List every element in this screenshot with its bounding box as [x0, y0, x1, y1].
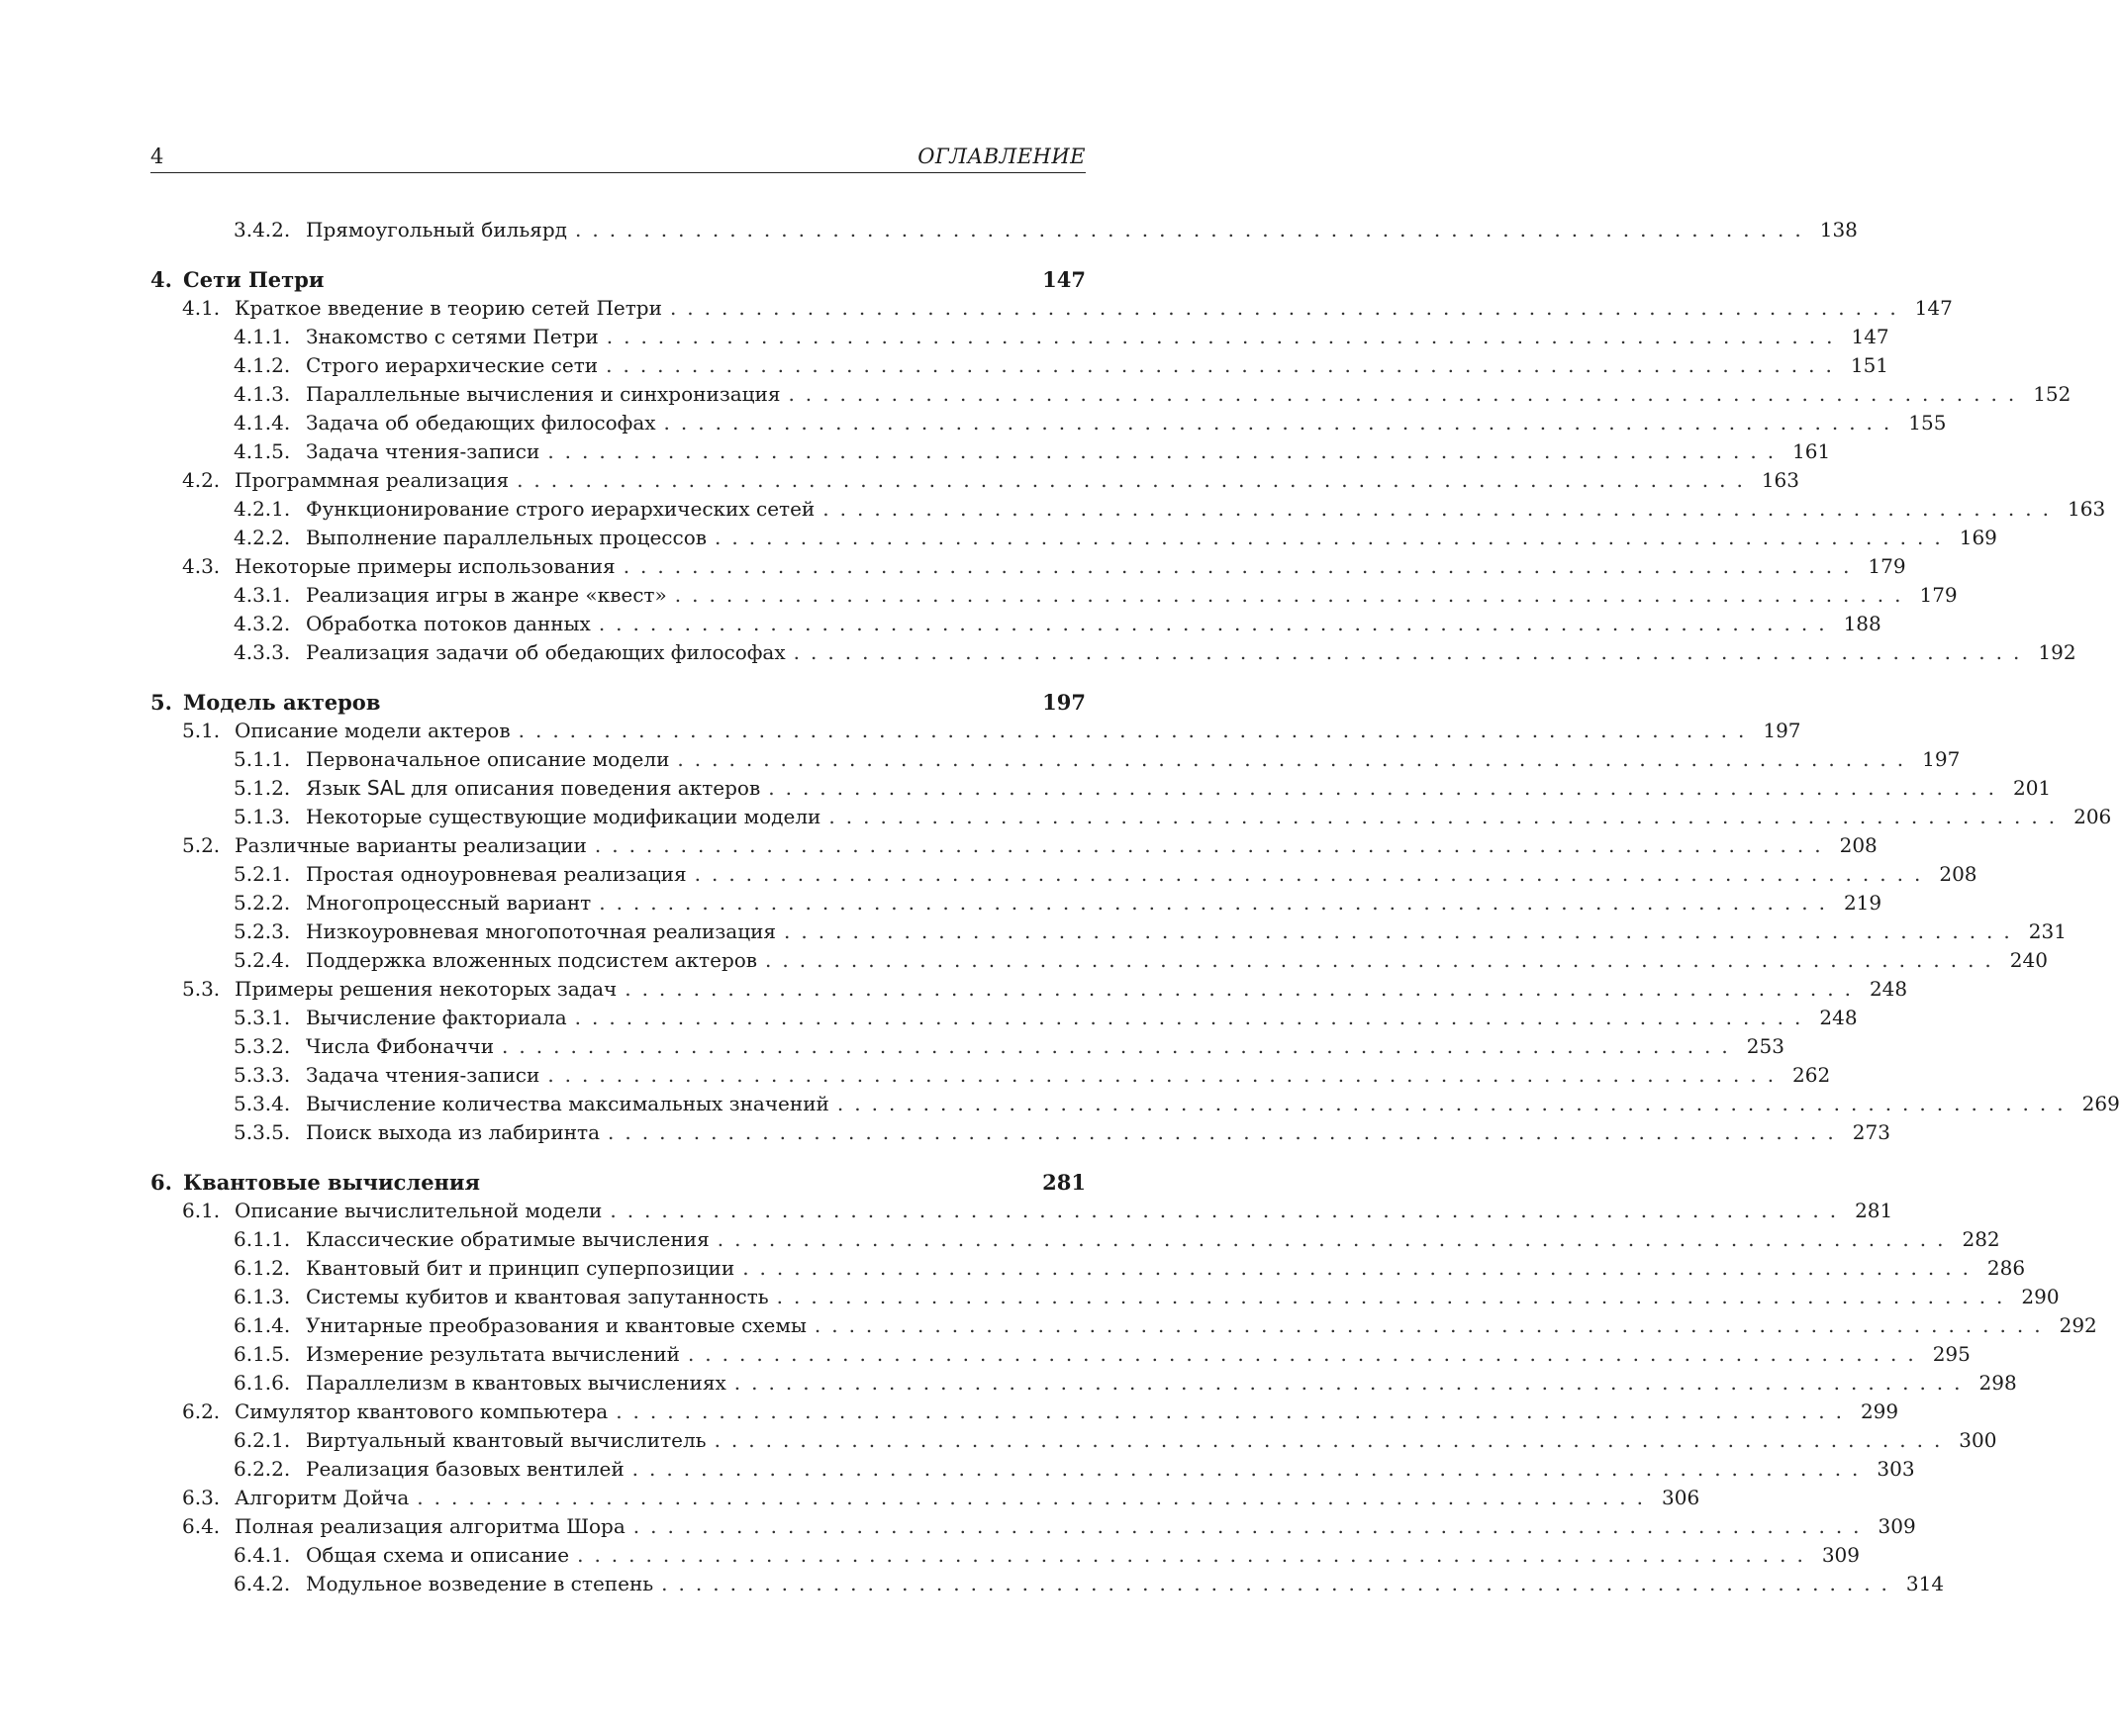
dot-leader: ........................................................................	[594, 833, 1832, 857]
toc-entry-page: 300	[1959, 1428, 1997, 1452]
toc-entry-title: Параллельные вычисления и синхронизация	[306, 382, 781, 406]
toc-entry-title: Выполнение параллельных процессов	[306, 526, 707, 549]
toc-entry-title: Низкоуровневая многопоточная реализация	[306, 919, 777, 943]
toc-entry-page: 281	[1855, 1199, 1893, 1222]
toc-entry-number: 4.1.4.	[234, 411, 291, 434]
table-of-contents	[150, 216, 2120, 1598]
toc-entry-title: Простая одноуровневая реализация	[306, 862, 687, 886]
toc-entry-title: Различные варианты реализации	[235, 833, 587, 857]
toc-entry-page: 208	[1939, 862, 1977, 886]
toc-entry-number: 5.2.2.	[234, 891, 291, 915]
dot-leader: ........................................................................	[547, 439, 1785, 463]
toc-entry-number: 5.3.4.	[234, 1092, 291, 1115]
toc-entry-title: Описание модели актеров	[235, 719, 511, 742]
toc-entry-page: 192	[2038, 640, 2076, 664]
dot-leader: ........................................................................	[663, 411, 1901, 434]
toc-entry-number: 5.2.	[182, 833, 221, 857]
page-header	[150, 145, 1086, 173]
toc-entry-title: Модель актеров	[183, 690, 381, 715]
toc-entry-number: 5.1.3.	[234, 805, 291, 828]
toc-entry-title: Описание вычислительной модели	[235, 1199, 603, 1222]
toc-entry-title: Симулятор квантового компьютера	[235, 1399, 609, 1423]
toc-entry-number: 4.3.2.	[234, 612, 291, 635]
toc-entry-title: Программная реализация	[235, 468, 510, 492]
toc-entry-page: 299	[1860, 1399, 1899, 1423]
toc-subsection-entry[interactable]	[150, 1426, 1997, 1455]
toc-entry-title: Системы кубитов и квантовая запутанность	[306, 1285, 769, 1308]
toc-subsection-entry[interactable]	[150, 524, 1997, 552]
toc-entry-page: 248	[1819, 1006, 1858, 1029]
toc-subsection-entry[interactable]	[150, 1570, 1945, 1598]
toc-section-entry[interactable]	[150, 1398, 1899, 1426]
dot-leader: ........................................................................	[674, 583, 1912, 607]
toc-entry-number: 5.3.5.	[234, 1120, 291, 1144]
toc-subsection-entry[interactable]	[150, 1032, 1784, 1061]
toc-entry-page: 295	[1932, 1342, 1971, 1366]
dot-leader: ........................................................................	[717, 1227, 1955, 1251]
toc-entry-page: 152	[2033, 382, 2072, 406]
toc-subsection-entry[interactable]	[150, 774, 2052, 803]
dot-leader: ........................................................................	[828, 805, 2067, 828]
toc-chapter-entry[interactable]	[150, 688, 1086, 717]
toc-subsection-entry[interactable]	[150, 1369, 2017, 1398]
dot-leader: ........................................................................	[625, 977, 1862, 1001]
toc-entry-title: Некоторые существующие модификации модели	[306, 805, 821, 828]
toc-entry-number: 6.1.2.	[234, 1256, 291, 1280]
toc-entry-number: 5.3.2.	[234, 1034, 291, 1058]
toc-entry-number: 6.1.1.	[234, 1227, 291, 1251]
toc-entry-title: Параллелизм в квантовых вычислениях	[306, 1371, 726, 1395]
toc-subsection-entry[interactable]	[150, 1311, 2097, 1340]
toc-entry-number: 5.1.1.	[234, 747, 291, 771]
toc-entry-number: 4.1.1.	[234, 325, 291, 348]
toc-entry-number: 5.1.	[182, 719, 221, 742]
toc-entry-title: Измерение результата вычислений	[306, 1342, 680, 1366]
toc-subsection-entry[interactable]	[150, 216, 1858, 244]
toc-entry-title: Некоторые примеры использования	[235, 554, 616, 578]
dot-leader: ........................................................................	[742, 1256, 1979, 1280]
toc-entry-number: 4.2.	[182, 468, 221, 492]
toc-subsection-entry[interactable]	[150, 380, 2072, 409]
toc-entry-page: 206	[2073, 805, 2112, 828]
toc-entry-page: 286	[1986, 1256, 2026, 1280]
toc-entry-page: 262	[1792, 1063, 1831, 1087]
toc-entry-page: 179	[1919, 583, 1958, 607]
toc-entry-page: 147	[1851, 325, 1889, 348]
toc-subsection-entry[interactable]	[150, 803, 2112, 831]
toc-entry-page: 208	[1839, 833, 1878, 857]
toc-entry-title: Алгоритм Дойча	[235, 1486, 410, 1509]
toc-entry-page: 231	[2028, 919, 2067, 943]
toc-entry-page: 138	[1819, 218, 1858, 241]
toc-entry-page: 197	[1042, 690, 1086, 715]
chapter-spacer	[150, 244, 1086, 265]
toc-entry-title: Виртуальный квантовый вычислитель	[306, 1428, 707, 1452]
dot-leader: ........................................................................	[577, 1543, 1814, 1567]
dot-leader: ........................................................................	[788, 382, 2026, 406]
running-title: ОГЛАВЛЕНИЕ	[917, 145, 1086, 168]
dot-leader: ........................................................................	[768, 776, 2005, 800]
toc-entry-title: Строго иерархические сети	[306, 353, 599, 377]
toc-section-entry[interactable]	[150, 552, 1906, 581]
toc-section-entry[interactable]	[150, 717, 1801, 745]
dot-leader: ........................................................................	[599, 891, 1836, 915]
toc-entry-page: 253	[1746, 1034, 1784, 1058]
toc-entry-title: Краткое введение в теорию сетей Петри	[235, 296, 662, 320]
toc-entry-number: 4.2.2.	[234, 526, 291, 549]
dot-leader: ........................................................................	[610, 1199, 1848, 1222]
toc-entry-number: 4.3.3.	[234, 640, 291, 664]
toc-section-entry[interactable]	[150, 975, 1908, 1004]
toc-entry-page: 169	[1959, 526, 1997, 549]
toc-entry-page: 303	[1877, 1457, 1915, 1481]
toc-entry-title: Примеры решения некоторых задач	[235, 977, 618, 1001]
toc-entry-number: 5.2.4.	[234, 948, 291, 972]
toc-entry-page: 273	[1852, 1120, 1890, 1144]
toc-entry-title-part: Язык	[306, 776, 367, 800]
dot-leader: ........................................................................	[632, 1514, 1871, 1538]
toc-subsection-entry[interactable]	[150, 409, 1947, 437]
toc-entry-number: 5.1.2.	[234, 776, 291, 800]
toc-subsection-entry[interactable]	[150, 1455, 1915, 1484]
toc-entry-number: 4.3.	[182, 554, 221, 578]
toc-subsection-entry[interactable]	[150, 1254, 2026, 1283]
toc-entry-title: Задача чтения-записи	[306, 1063, 540, 1087]
toc-entry-title: Общая схема и описание	[306, 1543, 570, 1567]
toc-entry-page: 298	[1978, 1371, 2017, 1395]
toc-entry-page: 219	[1843, 891, 1882, 915]
dot-leader: ........................................................................	[765, 948, 2002, 972]
toc-entry-title: Задача чтения-записи	[306, 439, 540, 463]
toc-entry-number: 5.2.3.	[234, 919, 291, 943]
dot-leader: ........................................................................	[547, 1063, 1785, 1087]
toc-entry-page: 309	[1821, 1543, 1861, 1567]
toc-entry-title: Реализация задачи об обедающих философах	[306, 640, 786, 664]
toc-entry-title: Квантовые вычисления	[183, 1170, 481, 1195]
toc-entry-number: 6.2.1.	[234, 1428, 291, 1452]
toc-subsection-entry[interactable]	[150, 581, 1958, 610]
toc-entry-number: 4.1.3.	[234, 382, 291, 406]
toc-entry-number: 6.1.	[182, 1199, 221, 1222]
dot-leader: ........................................................................	[574, 1006, 1812, 1029]
toc-chapter-entry[interactable]	[150, 265, 1086, 294]
toc-subsection-entry[interactable]	[150, 889, 1882, 917]
toc-entry-page: 201	[2012, 776, 2052, 800]
toc-entry-title: Полная реализация алгоритма Шора	[235, 1514, 626, 1538]
toc-entry-page: 179	[1868, 554, 1906, 578]
toc-entry-number: 6.3.	[182, 1486, 221, 1509]
toc-entry-page: 163	[2068, 497, 2106, 521]
toc-subsection-entry[interactable]	[150, 495, 2106, 524]
toc-section-entry[interactable]	[150, 466, 1799, 495]
toc-entry-number: 6.1.5.	[234, 1342, 291, 1366]
toc-entry-number: 5.	[150, 690, 172, 715]
toc-entry-page: 197	[1922, 747, 1961, 771]
toc-entry-page: 269	[2081, 1092, 2120, 1115]
toc-entry-number: 5.3.3.	[234, 1063, 291, 1087]
toc-entry-title: Вычисление количества максимальных значений	[306, 1092, 829, 1115]
toc-entry-page: 314	[1905, 1572, 1945, 1595]
toc-entry-page: 281	[1042, 1170, 1086, 1195]
toc-subsection-entry[interactable]	[150, 610, 1881, 638]
toc-subsection-entry[interactable]	[150, 1090, 2120, 1118]
toc-entry-page: 306	[1662, 1486, 1700, 1509]
toc-subsection-entry[interactable]	[150, 1340, 1971, 1369]
toc-entry-page: 292	[2059, 1313, 2097, 1337]
dot-leader: ........................................................................	[661, 1572, 1898, 1595]
dot-leader: ........................................................................	[502, 1034, 1739, 1058]
toc-entry-number: 6.1.3.	[234, 1285, 291, 1308]
dot-leader: ........................................................................	[598, 612, 1836, 635]
toc-subsection-entry[interactable]	[150, 323, 1889, 351]
dot-leader: ........................................................................	[517, 468, 1754, 492]
dot-leader: ........................................................................	[518, 719, 1756, 742]
dot-leader: ........................................................................	[784, 919, 2021, 943]
toc-subsection-entry[interactable]	[150, 917, 2067, 946]
toc-entry-number: 3.4.2.	[234, 218, 291, 241]
dot-leader: ........................................................................	[606, 353, 1843, 377]
toc-entry-number: 4.1.5.	[234, 439, 291, 463]
toc-entry-number: 5.2.1.	[234, 862, 291, 886]
toc-subsection-entry[interactable]	[150, 1283, 2060, 1311]
toc-entry-title-code: SAL	[366, 776, 405, 800]
toc-entry-page: 240	[2009, 948, 2048, 972]
toc-subsection-entry[interactable]	[150, 1061, 1831, 1090]
toc-entry-number: 4.1.	[182, 296, 221, 320]
toc-entry-number: 6.2.2.	[234, 1457, 291, 1481]
page-number: 4	[150, 145, 164, 168]
toc-section-entry[interactable]	[150, 1512, 1916, 1541]
toc-entry-title: Реализация игры в жанре «квест»	[306, 583, 667, 607]
chapter-spacer	[150, 1147, 1086, 1168]
dot-leader: ........................................................................	[814, 1313, 2052, 1337]
toc-entry-page: 290	[2021, 1285, 2060, 1308]
toc-section-entry[interactable]	[150, 1197, 1893, 1225]
toc-entry-page: 309	[1878, 1514, 1916, 1538]
dot-leader: ........................................................................	[574, 218, 1812, 241]
toc-section-entry[interactable]	[150, 294, 1953, 323]
dot-leader: ........................................................................	[417, 1486, 1654, 1509]
toc-section-entry[interactable]	[150, 1484, 1700, 1512]
toc-subsection-entry[interactable]	[150, 1118, 1890, 1147]
toc-entry-number: 5.3.1.	[234, 1006, 291, 1029]
toc-entry-title: Прямоугольный бильярд	[306, 218, 567, 241]
toc-entry-page: 155	[1908, 411, 1947, 434]
toc-entry-page: 188	[1843, 612, 1881, 635]
toc-subsection-entry[interactable]	[150, 1225, 2000, 1254]
toc-entry-title: Унитарные преобразования и квантовые схемы	[306, 1313, 807, 1337]
toc-entry-title: Первоначальное описание модели	[306, 747, 670, 771]
toc-entry-page: 147	[1914, 296, 1953, 320]
chapter-spacer	[150, 667, 1086, 688]
toc-chapter-entry[interactable]	[150, 1168, 1086, 1197]
dot-leader: ........................................................................	[616, 1399, 1853, 1423]
toc-subsection-entry[interactable]	[150, 638, 2076, 667]
toc-entry-title: Реализация базовых вентилей	[306, 1457, 625, 1481]
toc-entry-title	[306, 774, 760, 803]
dot-leader: ........................................................................	[694, 862, 1932, 886]
toc-entry-page: 163	[1761, 468, 1799, 492]
dot-leader: ........................................................................	[714, 1428, 1952, 1452]
toc-entry-title: Функционирование строго иерархических сетей	[306, 497, 816, 521]
toc-entry-number: 6.4.2.	[234, 1572, 291, 1595]
toc-entry-title: Знакомство с сетями Петри	[306, 325, 599, 348]
toc-entry-number: 6.4.	[182, 1514, 221, 1538]
dot-leader: ........................................................................	[715, 526, 1952, 549]
toc-entry-title: Вычисление факториала	[306, 1006, 567, 1029]
dot-leader: ........................................................................	[669, 296, 1907, 320]
toc-entry-title: Модульное возведение в степень	[306, 1572, 654, 1595]
toc-subsection-entry[interactable]	[150, 1541, 1861, 1570]
dot-leader: ........................................................................	[677, 747, 1915, 771]
toc-subsection-entry[interactable]	[150, 745, 1961, 774]
toc-section-entry[interactable]	[150, 831, 1878, 860]
toc-entry-title: Поиск выхода из лабиринта	[306, 1120, 601, 1144]
toc-entry-number: 4.	[150, 267, 172, 292]
toc-entry-number: 6.4.1.	[234, 1543, 291, 1567]
toc-subsection-entry[interactable]	[150, 437, 1831, 466]
toc-subsection-entry[interactable]	[150, 351, 1889, 380]
dot-leader: ........................................................................	[836, 1092, 2074, 1115]
dot-leader: ........................................................................	[822, 497, 2060, 521]
dot-leader: ........................................................................	[793, 640, 2031, 664]
dot-leader: ........................................................................	[606, 325, 1844, 348]
toc-entry-title: Многопроцессный вариант	[306, 891, 592, 915]
toc-entry-page: 197	[1763, 719, 1801, 742]
toc-entry-page: 248	[1869, 977, 1908, 1001]
toc-entry-number: 5.3.	[182, 977, 221, 1001]
toc-entry-title: Задача об обедающих философах	[306, 411, 656, 434]
toc-subsection-entry[interactable]	[150, 1004, 1858, 1032]
toc-entry-title-part: для описания поведения актеров	[404, 776, 761, 800]
toc-entry-number: 6.	[150, 1170, 172, 1195]
toc-entry-number: 6.2.	[182, 1399, 221, 1423]
toc-entry-title: Классические обратимые вычисления	[306, 1227, 710, 1251]
toc-entry-number: 6.1.4.	[234, 1313, 291, 1337]
toc-entry-number: 4.2.1.	[234, 497, 291, 521]
toc-subsection-entry[interactable]	[150, 946, 2048, 975]
toc-entry-title: Поддержка вложенных подсистем актеров	[306, 948, 758, 972]
dot-leader: ........................................................................	[733, 1371, 1972, 1395]
toc-subsection-entry[interactable]	[150, 860, 1977, 889]
toc-entry-number: 4.3.1.	[234, 583, 291, 607]
toc-entry-number: 6.1.6.	[234, 1371, 291, 1395]
toc-entry-title: Квантовый бит и принцип суперпозиции	[306, 1256, 735, 1280]
dot-leader: ........................................................................	[776, 1285, 2014, 1308]
toc-entry-page: 282	[1962, 1227, 2000, 1251]
dot-leader: ........................................................................	[608, 1120, 1845, 1144]
toc-entry-title: Обработка потоков данных	[306, 612, 591, 635]
toc-entry-title: Числа Фибоначчи	[306, 1034, 495, 1058]
dot-leader: ........................................................................	[687, 1342, 1925, 1366]
toc-entry-number: 4.1.2.	[234, 353, 291, 377]
dot-leader: ........................................................................	[623, 554, 1861, 578]
dot-leader: ........................................................................	[631, 1457, 1870, 1481]
toc-entry-page: 161	[1792, 439, 1831, 463]
toc-entry-page: 151	[1850, 353, 1889, 377]
toc-entry-title: Сети Петри	[183, 267, 325, 292]
toc-entry-page: 147	[1042, 267, 1086, 292]
